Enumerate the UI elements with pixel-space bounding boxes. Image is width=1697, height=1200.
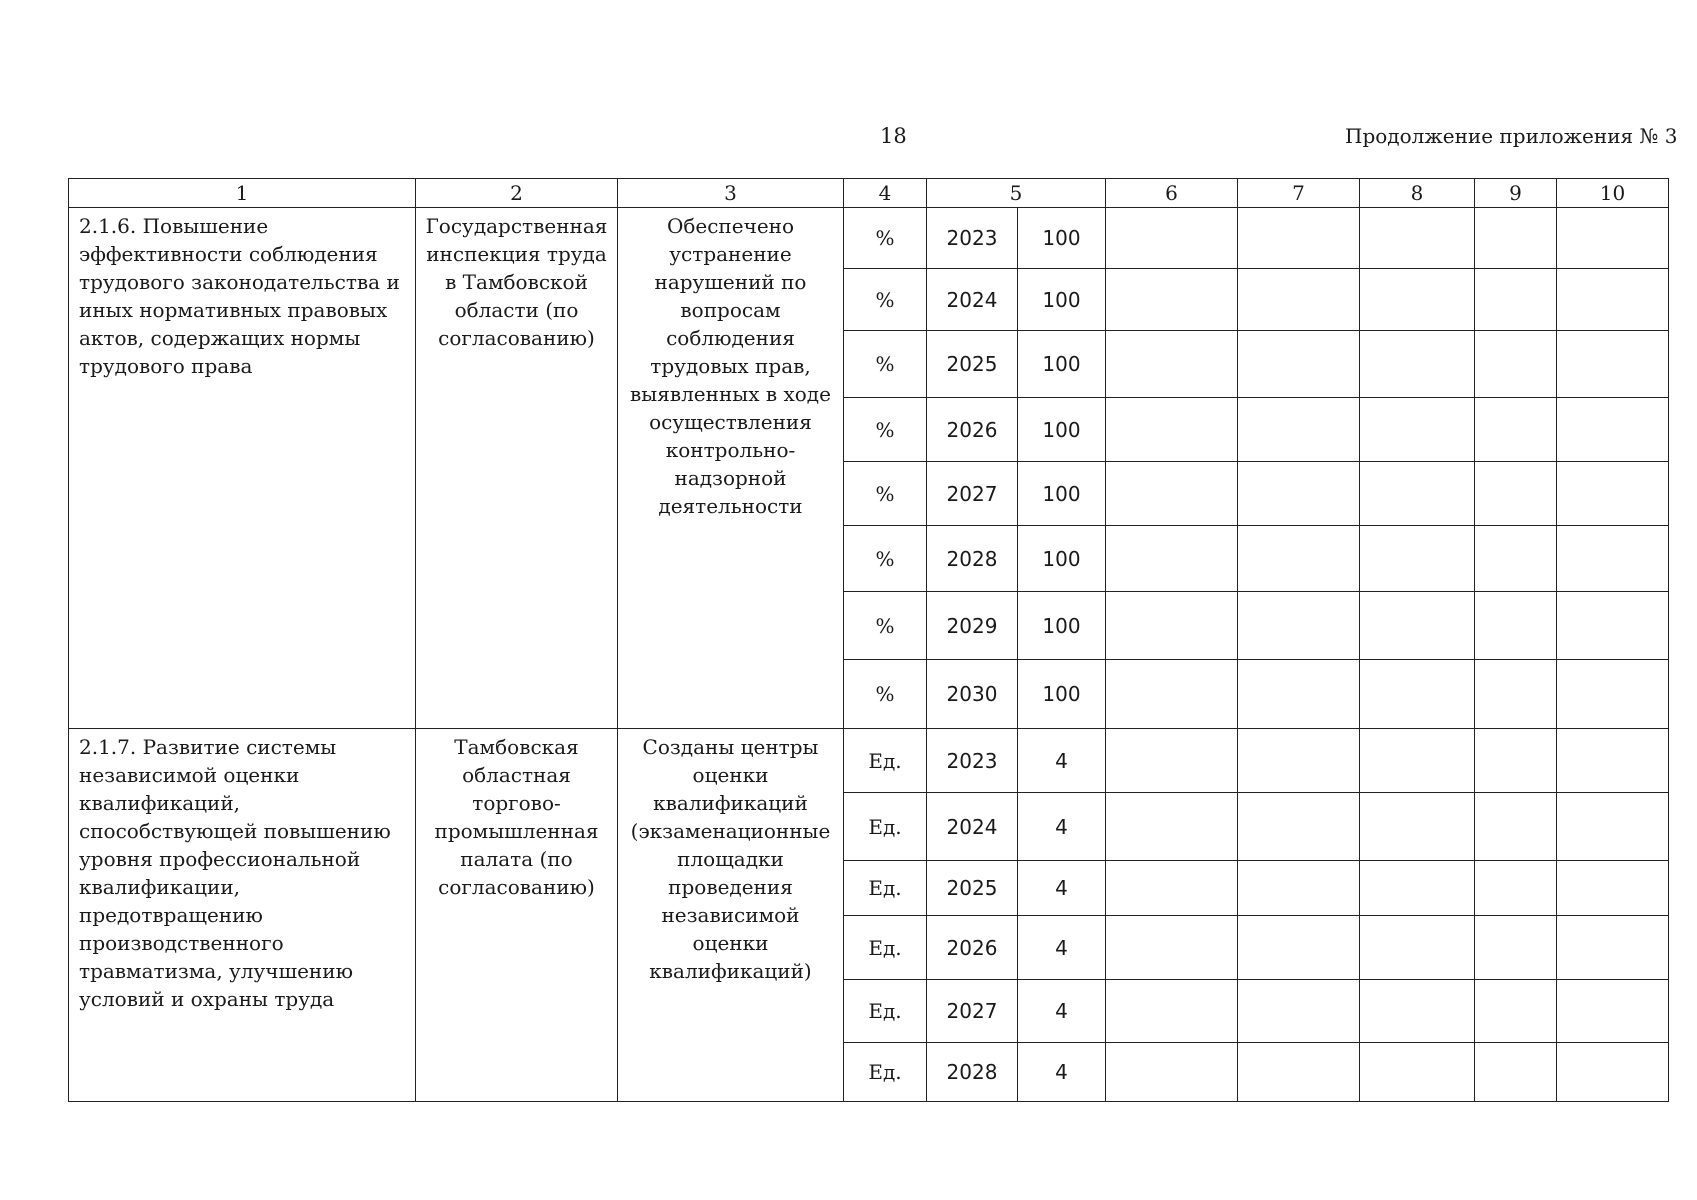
year-cell: 2023	[927, 729, 1018, 793]
table-row	[69, 208, 1669, 269]
empty-cell	[1475, 208, 1557, 269]
header-cell: 10	[1557, 179, 1669, 208]
empty-cell	[1557, 1043, 1669, 1102]
empty-cell	[1475, 861, 1557, 916]
empty-cell	[1238, 980, 1360, 1043]
empty-cell	[1360, 729, 1475, 793]
empty-cell	[1557, 916, 1669, 980]
indicators-table	[68, 178, 1669, 1102]
unit-cell: %	[844, 398, 927, 462]
empty-cell	[1238, 861, 1360, 916]
header-cell: 9	[1475, 179, 1557, 208]
empty-cell	[1106, 592, 1238, 660]
empty-cell	[1360, 526, 1475, 592]
empty-cell	[1106, 729, 1238, 793]
empty-cell	[1238, 526, 1360, 592]
value-cell: 4	[1018, 793, 1106, 861]
empty-cell	[1475, 592, 1557, 660]
header-cell: 5	[927, 179, 1106, 208]
empty-cell	[1475, 660, 1557, 729]
empty-cell	[1238, 331, 1360, 398]
empty-cell	[1557, 208, 1669, 269]
empty-cell	[1360, 398, 1475, 462]
empty-cell	[1360, 660, 1475, 729]
unit-cell: Ед.	[844, 980, 927, 1043]
year-cell: 2026	[927, 916, 1018, 980]
result-cell: Созданы центры оценки квалификаций (экзаменационные площадки проведения независимой оценки квалификаций)	[618, 729, 844, 1102]
empty-cell	[1360, 793, 1475, 861]
empty-cell	[1106, 398, 1238, 462]
year-cell: 2030	[927, 660, 1018, 729]
empty-cell	[1238, 1043, 1360, 1102]
year-cell: 2023	[927, 208, 1018, 269]
value-cell: 100	[1018, 592, 1106, 660]
year-cell: 2024	[927, 269, 1018, 331]
empty-cell	[1238, 660, 1360, 729]
empty-cell	[1360, 980, 1475, 1043]
executor-cell: Тамбовская областная торгово- промышленная палата (по согласованию)	[416, 729, 618, 1102]
empty-cell	[1475, 331, 1557, 398]
empty-cell	[1557, 526, 1669, 592]
year-cell: 2028	[927, 526, 1018, 592]
unit-cell: Ед.	[844, 1043, 927, 1102]
year-cell: 2028	[927, 1043, 1018, 1102]
header-cell: 8	[1360, 179, 1475, 208]
empty-cell	[1238, 592, 1360, 660]
empty-cell	[1106, 331, 1238, 398]
empty-cell	[1557, 729, 1669, 793]
empty-cell	[1557, 269, 1669, 331]
value-cell: 100	[1018, 660, 1106, 729]
empty-cell	[1106, 916, 1238, 980]
empty-cell	[1475, 729, 1557, 793]
header-cell: 3	[618, 179, 844, 208]
value-cell: 4	[1018, 980, 1106, 1043]
value-cell: 4	[1018, 1043, 1106, 1102]
empty-cell	[1106, 269, 1238, 331]
value-cell: 100	[1018, 331, 1106, 398]
empty-cell	[1475, 462, 1557, 526]
empty-cell	[1557, 331, 1669, 398]
year-cell: 2024	[927, 793, 1018, 861]
unit-cell: Ед.	[844, 729, 927, 793]
unit-cell: Ед.	[844, 861, 927, 916]
empty-cell	[1238, 398, 1360, 462]
year-cell: 2026	[927, 398, 1018, 462]
empty-cell	[1106, 980, 1238, 1043]
unit-cell: %	[844, 331, 927, 398]
header-cell: 1	[69, 179, 416, 208]
empty-cell	[1360, 592, 1475, 660]
value-cell: 4	[1018, 861, 1106, 916]
empty-cell	[1106, 462, 1238, 526]
empty-cell	[1106, 861, 1238, 916]
empty-cell	[1106, 1043, 1238, 1102]
empty-cell	[1475, 916, 1557, 980]
empty-cell	[1475, 269, 1557, 331]
empty-cell	[1557, 592, 1669, 660]
value-cell: 100	[1018, 269, 1106, 331]
year-cell: 2027	[927, 462, 1018, 526]
measure-cell: 2.1.6. Повышение эффективности соблюдения трудового законодательства и иных нормативных правовых актов, содержащих нормы трудового права	[69, 208, 416, 729]
empty-cell	[1475, 1043, 1557, 1102]
year-cell: 2027	[927, 980, 1018, 1043]
empty-cell	[1360, 462, 1475, 526]
page-number: 18	[880, 124, 907, 148]
unit-cell: %	[844, 208, 927, 269]
empty-cell	[1557, 660, 1669, 729]
empty-cell	[1475, 793, 1557, 861]
header-row	[69, 179, 1669, 208]
empty-cell	[1557, 462, 1669, 526]
unit-cell: %	[844, 269, 927, 331]
unit-cell: Ед.	[844, 916, 927, 980]
empty-cell	[1360, 208, 1475, 269]
empty-cell	[1106, 208, 1238, 269]
table-row	[69, 729, 1669, 793]
unit-cell: %	[844, 462, 927, 526]
value-cell: 4	[1018, 729, 1106, 793]
header-cell: 4	[844, 179, 927, 208]
empty-cell	[1238, 269, 1360, 331]
empty-cell	[1360, 916, 1475, 980]
empty-cell	[1238, 793, 1360, 861]
empty-cell	[1106, 660, 1238, 729]
value-cell: 4	[1018, 916, 1106, 980]
unit-cell: %	[844, 526, 927, 592]
empty-cell	[1475, 526, 1557, 592]
header-cell: 6	[1106, 179, 1238, 208]
empty-cell	[1106, 526, 1238, 592]
empty-cell	[1238, 729, 1360, 793]
executor-cell: Государственная инспекция труда в Тамбовской области (по согласованию)	[416, 208, 618, 729]
value-cell: 100	[1018, 208, 1106, 269]
unit-cell: Ед.	[844, 793, 927, 861]
value-cell: 100	[1018, 526, 1106, 592]
header-cell: 2	[416, 179, 618, 208]
year-cell: 2025	[927, 861, 1018, 916]
empty-cell	[1557, 793, 1669, 861]
continuation-label: Продолжение приложения № 3	[1345, 124, 1678, 148]
unit-cell: %	[844, 660, 927, 729]
empty-cell	[1106, 793, 1238, 861]
empty-cell	[1238, 462, 1360, 526]
measure-cell: 2.1.7. Развитие системы независимой оценки квалификаций, способствующей повышению уровня профессиональной квалификации, предотвращению производственного травматизма, улучшению условий и охраны труда	[69, 729, 416, 1102]
empty-cell	[1238, 208, 1360, 269]
header-cell: 7	[1238, 179, 1360, 208]
empty-cell	[1360, 331, 1475, 398]
year-cell: 2029	[927, 592, 1018, 660]
year-cell: 2025	[927, 331, 1018, 398]
unit-cell: %	[844, 592, 927, 660]
empty-cell	[1557, 861, 1669, 916]
empty-cell	[1360, 861, 1475, 916]
empty-cell	[1557, 980, 1669, 1043]
value-cell: 100	[1018, 462, 1106, 526]
result-cell: Обеспечено устранение нарушений по вопросам соблюдения трудовых прав, выявленных в ходе осуществления контрольно- надзорной деятельности	[618, 208, 844, 729]
empty-cell	[1475, 980, 1557, 1043]
empty-cell	[1238, 916, 1360, 980]
empty-cell	[1360, 269, 1475, 331]
empty-cell	[1360, 1043, 1475, 1102]
value-cell: 100	[1018, 398, 1106, 462]
empty-cell	[1557, 398, 1669, 462]
empty-cell	[1475, 398, 1557, 462]
